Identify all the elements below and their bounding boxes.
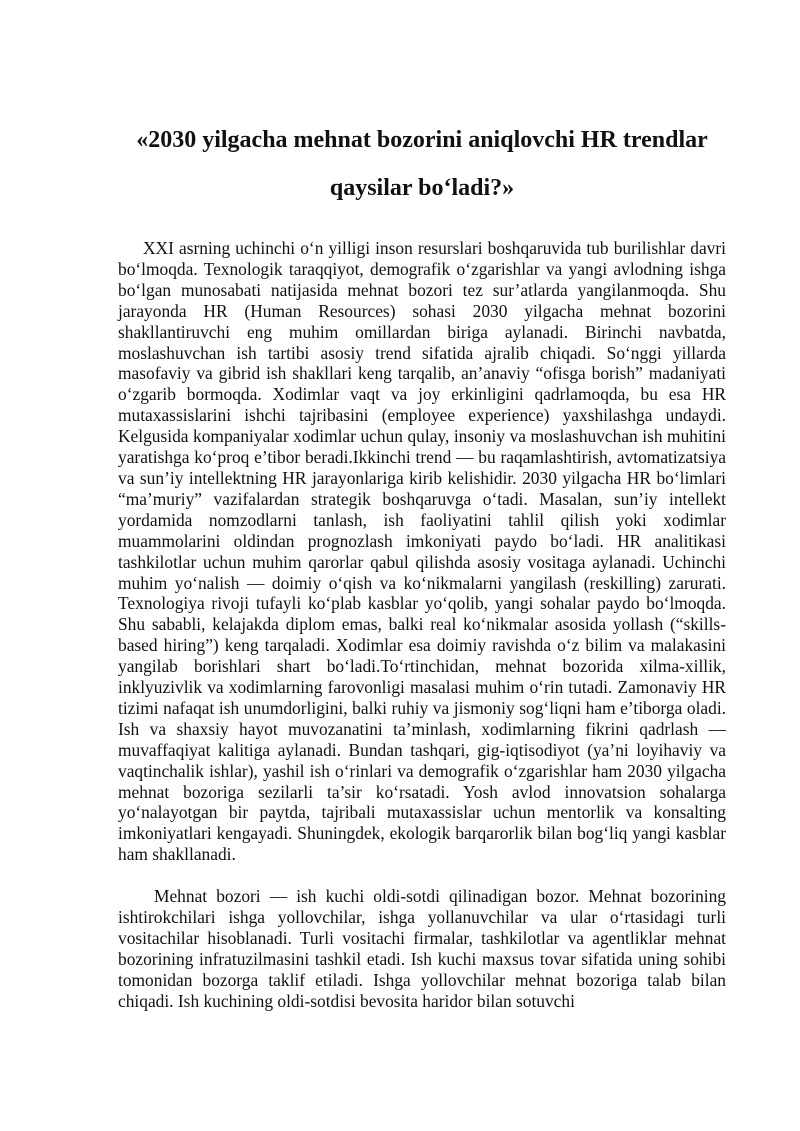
body-paragraph-1: XXI asrning uchinchi o‘n yilligi inson resurslari boshqaruvida tub burilishlar davri bo‘lmoqda. Texnologik taraqqiyot, demografik o‘zgarishlar va yangi avlodning ishga bo‘lgan munosabati natijasida mehnat bozori tez sur’atlarda yangilanmoqda. Shu jarayonda HR (Human Resources) sohasi 2030 yilgacha mehnat bozorini shakllantiruvchi eng muhim omillardan biriga aylanadi. Birinchi navbatda, moslashuvchan ish tartibi asosiy trend sifatida ajralib chiqadi. So‘nggi yillarda masofaviy va gibrid ish shakllari keng tarqalib, an’anaviy “ofisga borish” madaniyati o‘zgarib bormoqda. Xodimlar vaqt va joy erkinligini qadrlamoqda, bu esa HR mutaxassislarini ishchi tajribasini (employee experience) yaxshilashga undaydi. Kelgusida kompaniyalar xodimlar uchun qulay, insoniy va moslashuvchan ish muhitini yaratishga ko‘proq e’tibor beradi.Ikkinchi trend — bu raqamlashtirish, avtomatizatsiya va sun’iy intellektning HR jarayonlariga kirib kelishidir. 2030 yilgacha HR bo‘limlari “ma’muriy” vazifalardan strategik boshqaruvga o‘tadi. Masalan, sun’iy intellekt yordamida nomzodlarni tanlash, ish faoliyatini tahlil qilish yoki xodimlar muammolarini oldindan prognozlash imkoniyati paydo bo‘ladi. HR analitikasi tashkilotlar uchun muhim qarorlar qabul qilishda asosiy vositaga aylanadi. Uchinchi muhim yo‘nalish — doimiy o‘qish va ko‘nikmalarni yangilash (reskilling) zarurati. Texnologiya rivoji tufayli ko‘plab kasblar yo‘qolib, yangi sohalar paydo bo‘lmoqda. Shu sababli, kelajakda diplom emas, balki real ko‘nikmalar asosida yollash (“skills-based hiring”) keng tarqaladi. Xodimlar esa doimiy ravishda o‘z bilim va malakasini yangilab borishlari shart bo‘ladi.To‘rtinchidan, mehnat bozorida xilma-xillik, inklyuzivlik va xodimlarning farovonligi masalasi muhim o‘rin tutadi. Zamonaviy HR tizimi nafaqat ish unumdorligini, balki ruhiy va jismoniy sog‘liqni ham e’tiborga oladi. Ish va shaxsiy hayot muvozanatini ta’minlash, xodimlarning fikrini qadrlash — muvaffaqiyat kalitiga aylanadi. Bundan tashqari, gig-iqtisodiyot (ya’ni loyihaviy va vaqtinchalik ishlar), yashil ish o‘rinlari va demografik o‘zgarishlar ham 2030 yilgacha mehnat bozoriga sezilarli ta’sir ko‘rsatadi. Yosh avlod innovatsion sohalarga yo‘nalayotgan bir paytda, tajribali mutaxassislar uchun mentorlik va konsalting imkoniyatlari kengayadi. Shuningdek, ekologik barqarorlik bilan bog‘liq yangi kasblar ham shakllanadi. [118,238,726,865]
document-page [118,116,726,1012]
body-paragraph-2: Mehnat bozori — ish kuchi oldi-sotdi qilinadigan bozor. Mehnat bozorining ishtirokchilari ishga yollovchilar, ishga yollanuvchilar va ular o‘rtasidagi turli vositachilar hisoblanadi. Turli vositachi firmalar, tashkilotlar va agentliklar mehnat bozorining infratuzilmasini tashkil etadi. Ish kuchi maxsus tovar sifatida uning sohibi tomonidan bozorga taklif etiladi. Ishga yollovchilar mehnat bozoriga talab bilan chiqadi. Ish kuchining oldi-sotdisi bevosita haridor bilan sotuvchi [118,886,726,1011]
title-line-2: qaysilar bo‘ladi?» [329,175,515,201]
title-line-1: «2030 yilgacha mehnat bozorini aniqlovchi HR trendlar [136,127,708,153]
document-title [118,116,726,212]
